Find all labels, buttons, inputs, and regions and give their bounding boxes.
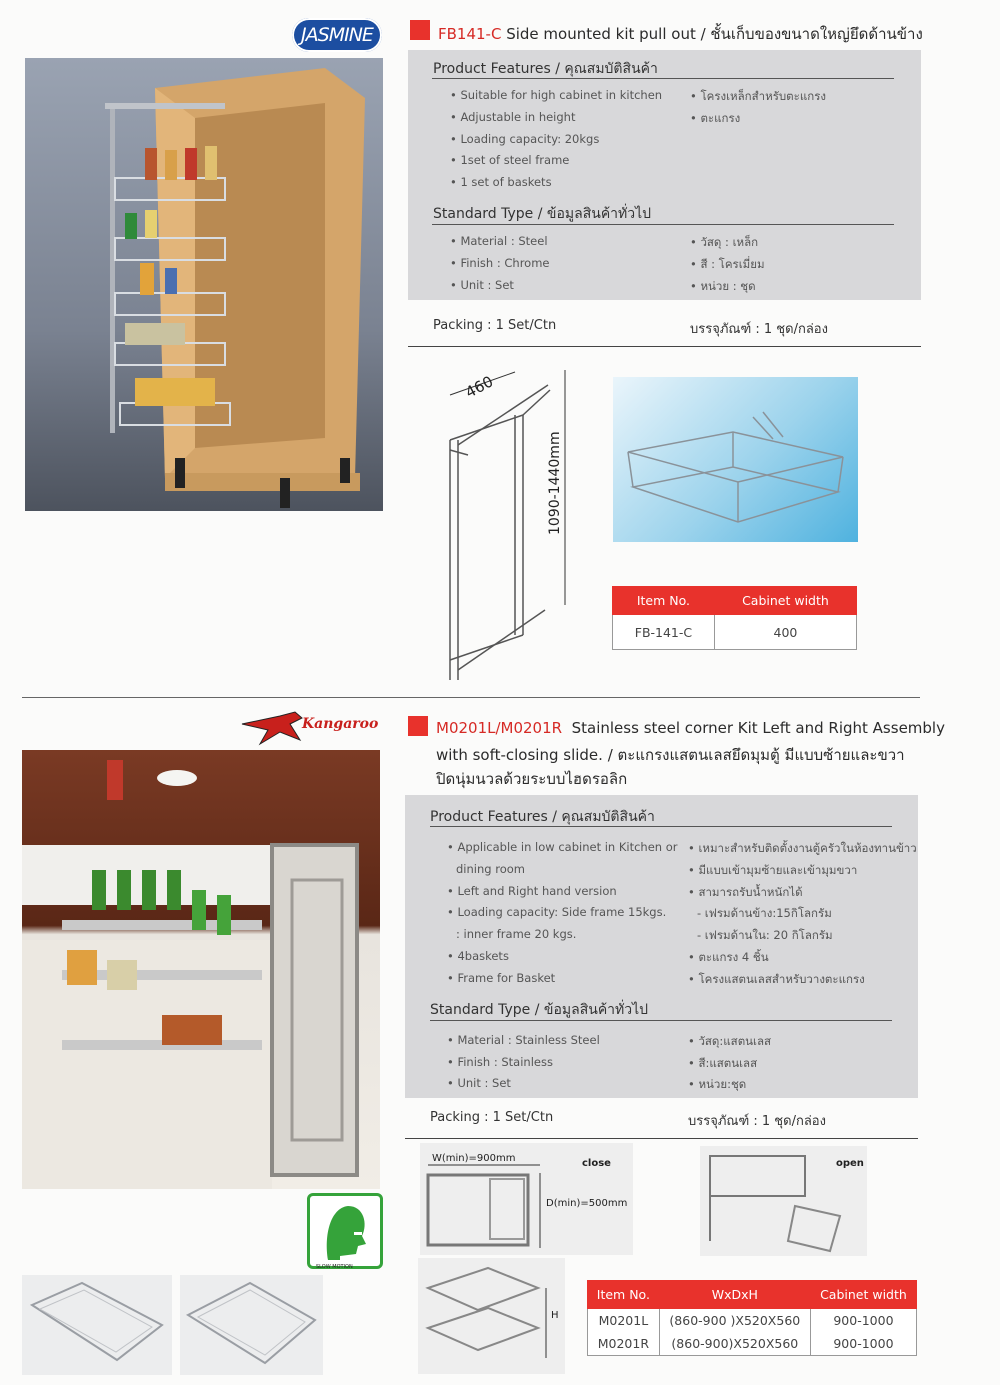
cell-item-no: FB-141-C xyxy=(613,615,715,650)
standard-item-th: • หน่วย:ชุด xyxy=(688,1076,746,1094)
cell-cabinet-width: 900-1000 xyxy=(810,1309,916,1333)
frame-dimension-diagram xyxy=(430,360,590,690)
section-marker xyxy=(410,20,430,40)
table-header-row xyxy=(613,587,857,615)
spec-table-fb141 xyxy=(612,586,857,650)
header-divider xyxy=(430,1020,892,1021)
closed-diagram xyxy=(420,1143,633,1255)
kangaroo-brand-name: Kangaroo xyxy=(302,716,379,732)
header-divider xyxy=(432,224,894,225)
feature-item-th: • โครงเหล็กสำหรับตะแกรง xyxy=(690,88,826,106)
cell-cabinet-width: 900-1000 xyxy=(810,1332,916,1356)
standard-item-th: • หน่วย : ชุด xyxy=(690,278,756,296)
features-header: Product Features / คุณสมบัติสินค้า xyxy=(430,809,655,825)
cell-wxdxh: (860-900)X520X560 xyxy=(659,1332,810,1356)
jasmine-logo: JASMINE xyxy=(292,18,382,52)
section-marker xyxy=(408,716,428,736)
feature-item: • Left and Right hand version xyxy=(447,884,617,898)
product-photo-kitchen xyxy=(22,750,380,1189)
standard-item: • Finish : Stainless xyxy=(447,1055,553,1069)
product-code: FB141-C xyxy=(438,25,502,43)
slow-motion-icon xyxy=(307,1193,383,1269)
feature-item: • Applicable in low cabinet in Kitchen or xyxy=(447,840,678,854)
table-row xyxy=(588,1309,917,1333)
tray-photo-left xyxy=(22,1275,172,1375)
standard-item: • Material : Stainless Steel xyxy=(447,1033,600,1047)
feature-item-th: • เหมาะสำหรับติดตั้งงานตู้ครัวในห้องทานข้าว xyxy=(688,840,917,858)
standard-item-th: • วัสดุ : เหล็ก xyxy=(690,234,758,252)
wire-basket-image xyxy=(613,377,858,542)
header-divider xyxy=(430,826,892,827)
product-name: Stainless steel corner Kit Left and Right Assembly xyxy=(571,719,945,737)
standard-item-th: • สี:แสตนเลส xyxy=(688,1055,757,1073)
col-cabinet-width: Cabinet width xyxy=(810,1281,916,1309)
kangaroo-icon xyxy=(240,710,310,750)
table-row xyxy=(588,1332,917,1356)
feature-item-th-cont: - เฟรมด้านใน: 20 กิโลกรัม xyxy=(697,928,833,942)
table-row xyxy=(613,615,857,650)
table-header-row xyxy=(588,1281,917,1309)
feature-item-cont: : inner frame 20 kgs. xyxy=(456,927,577,941)
feature-item: • Frame for Basket xyxy=(447,971,555,985)
standard-item: • Material : Steel xyxy=(450,234,548,248)
height-label: H xyxy=(551,1310,559,1321)
product-title-line3: ปิดนุ่มนวลด้วยระบบไฮดรอลิก xyxy=(436,770,628,788)
features-header: Product Features / คุณสมบัติสินค้า xyxy=(433,61,658,77)
open-diagram xyxy=(700,1146,867,1256)
section-rule xyxy=(408,346,921,347)
col-item-no: Item No. xyxy=(613,587,715,615)
open-label: open xyxy=(836,1158,864,1169)
close-label: close xyxy=(582,1158,611,1169)
pantry-cabinet-image xyxy=(25,58,383,511)
feature-item: • Suitable for high cabinet in kitchen xyxy=(450,88,662,102)
cell-wxdxh: (860-900 )X520X560 xyxy=(659,1309,810,1333)
product-title-line2: with soft-closing slide. / ตะแกรงแสตนเลสยึดมุมตู้ มีแบบซ้ายและขวา xyxy=(436,746,905,764)
width-min-label: W(min)=900mm xyxy=(432,1153,516,1164)
product-title xyxy=(436,719,945,737)
feature-item-th: • โครงแสตนเลสสำหรับวางตะแกรง xyxy=(688,971,865,989)
product-code: M0201L/M0201R xyxy=(436,719,563,737)
feature-item: • 1 set of baskets xyxy=(450,175,552,189)
cell-cabinet-width: 400 xyxy=(714,615,856,650)
cell-item-no: M0201L xyxy=(588,1309,660,1333)
standard-item: • Unit : Set xyxy=(450,278,514,292)
packing-en: Packing : 1 Set/Ctn xyxy=(433,318,557,333)
col-cabinet-width: Cabinet width xyxy=(714,587,856,615)
cell-item-no: M0201R xyxy=(588,1332,660,1356)
col-wxdxh: WxDxH xyxy=(659,1281,810,1309)
kangaroo-logo xyxy=(240,710,390,750)
standard-header: Standard Type / ข้อมูลสินค้าทั่วไป xyxy=(430,1002,649,1018)
feature-item: • Adjustable in height xyxy=(450,110,575,124)
standard-item: • Finish : Chrome xyxy=(450,256,549,270)
feature-item-th: • ตะแกรง xyxy=(690,110,740,128)
depth-dimension: 460 xyxy=(462,372,497,402)
basket-photo xyxy=(613,377,858,542)
col-item-no: Item No. xyxy=(588,1281,660,1309)
tray-photo-right xyxy=(180,1275,323,1375)
spec-table-m0201 xyxy=(587,1280,917,1356)
packing-th: บรรจุภัณฑ์ : 1 ชุด/กล่อง xyxy=(690,322,828,337)
header-divider xyxy=(432,78,894,79)
standard-item: • Unit : Set xyxy=(447,1076,511,1090)
assembly-diagram xyxy=(418,1258,565,1374)
feature-item: • Loading capacity: Side frame 15kgs. xyxy=(447,905,666,919)
corner-kit-image xyxy=(22,750,380,1189)
packing-en: Packing : 1 Set/Ctn xyxy=(430,1110,554,1125)
product-divider xyxy=(22,697,920,698)
standard-item-th: • สี : โครเมี่ยม xyxy=(690,256,765,274)
product-name: Side mounted kit pull out / ชั้นเก็บของขนาดใหญ่ยึดด้านข้าง xyxy=(506,25,923,43)
feature-item-th-cont: - เฟรมด้านข้าง:15กิโลกรัม xyxy=(697,906,832,920)
product-title xyxy=(438,22,923,46)
feature-item-th: • มีแบบเข้ามุมซ้ายและเข้ามุมขวา xyxy=(688,862,857,880)
feature-item: • Loading capacity: 20kgs xyxy=(450,132,599,146)
standard-item-th: • วัสดุ:แสตนเลส xyxy=(688,1033,771,1051)
packing-th: บรรจุภัณฑ์ : 1 ชุด/กล่อง xyxy=(688,1114,826,1129)
feature-item: • 4baskets xyxy=(447,949,509,963)
height-dimension: 1090-1440mm xyxy=(547,431,563,535)
depth-min-label: D(min)=500mm xyxy=(546,1198,628,1209)
product-photo-cabinet xyxy=(25,58,383,511)
section-rule xyxy=(405,1138,918,1139)
feature-item-cont: dining room xyxy=(456,862,525,876)
feature-item-th: • สามารถรับน้ำหนักได้ xyxy=(688,884,803,902)
standard-header: Standard Type / ข้อมูลสินค้าทั่วไป xyxy=(433,206,652,222)
slow-motion-label: SLOW MOTION xyxy=(316,1264,353,1270)
feature-item-th: • ตะแกรง 4 ชิ้น xyxy=(688,949,769,967)
feature-item: • 1set of steel frame xyxy=(450,153,569,167)
